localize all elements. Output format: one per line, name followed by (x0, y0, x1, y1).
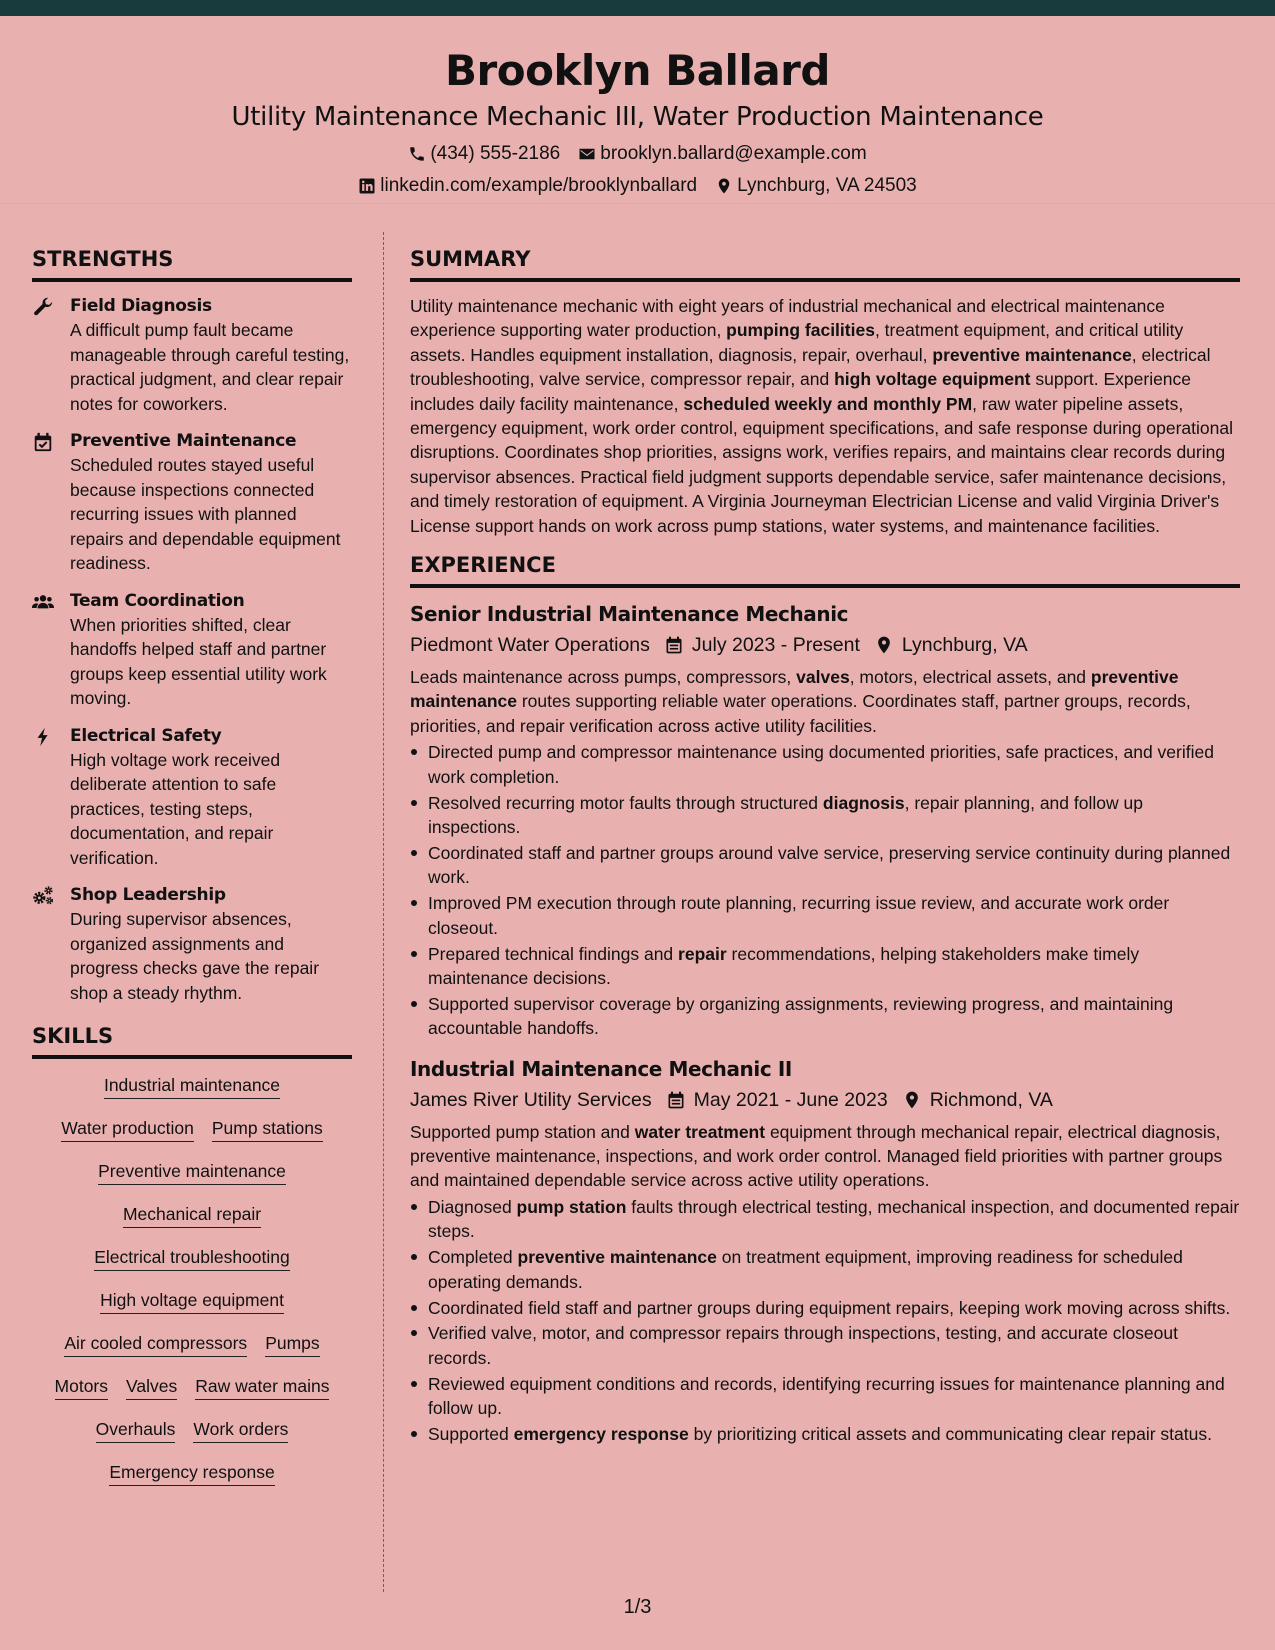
text-run: Utility maintenance mechanic with eight years of industrial mechanical and electrical maintenance experience supporting water production, (410, 296, 1165, 341)
users-icon (32, 591, 54, 613)
text-run: , electrical troubleshooting, valve service, compressor repair, and (410, 344, 1211, 390)
text-run: routes supporting reliable water operations. Coordinates staff, partner groups, records, priorities, and repair verification across active utility facilities. (410, 691, 1191, 736)
job-meta (410, 631, 1240, 659)
strength-item (32, 429, 352, 576)
bold-text: preventive maintenance (932, 344, 1132, 365)
strength-item (32, 294, 352, 416)
company-text: Piedmont Water Operations (410, 634, 650, 657)
strength-title: Field Diagnosis (70, 296, 212, 316)
map-pin-icon (715, 177, 733, 195)
left-column (32, 246, 352, 1486)
job-title: Senior Industrial Maintenance Mechanic (410, 602, 849, 627)
job-bullet (410, 791, 1240, 840)
strength-item (32, 883, 352, 1005)
text-run: by prioritizing critical assets and communicating clear repair status. (688, 1424, 1212, 1445)
linkedin-icon (358, 177, 376, 195)
text-run: Supported pump station and (410, 1121, 635, 1142)
calendar-icon (666, 1090, 686, 1110)
job-bullet (410, 1245, 1240, 1294)
text-run: Reviewed equipment conditions and records, identifying recurring issues for maintenance planning and follow up. (428, 1373, 1225, 1419)
skill-tag: Emergency response (109, 1460, 274, 1486)
bold-text: pumping facilities (726, 320, 875, 341)
text-run: Diagnosed (428, 1196, 517, 1217)
skill-tag: High voltage equipment (100, 1288, 284, 1314)
text-run: Prepared technical findings and (428, 943, 679, 964)
skill-tag: Air cooled compressors (64, 1331, 247, 1357)
job-bullet (410, 992, 1240, 1041)
bold-text: valves (796, 667, 850, 688)
experience-heading: EXPERIENCE (410, 552, 1240, 588)
strength-title: Electrical Safety (70, 725, 222, 746)
job-company (410, 631, 650, 659)
bolt-icon (32, 726, 54, 748)
text-run: Improved PM execution through route planning, recurring issue review, and accurate work order closeout. (428, 893, 1170, 938)
contact-row-2 (0, 174, 1275, 198)
dates-text: May 2021 - June 2023 (693, 1088, 888, 1111)
email-contact[interactable] (578, 142, 866, 166)
calendar-check-icon (32, 431, 54, 453)
text-run: faults through electrical testing, mechanical inspection, and documented repair steps. (428, 1196, 1240, 1242)
strength-desc: High voltage work received deliberate attention to safe practices, testing steps, documentation, and repair verification. (70, 749, 281, 868)
skill-tag: Water production (61, 1116, 194, 1142)
text-run: , treatment equipment, and critical utility assets. Handles equipment installation, diagnosis, repair, overhaul, (410, 320, 1184, 365)
strength-item (32, 724, 352, 871)
skill-tag: Mechanical repair (123, 1202, 261, 1228)
job-location (902, 1086, 1053, 1114)
text-run: , raw water pipeline assets, emergency equipment, work order control, equipment specifications, and safe response during operational disruptions. Coordinates shop priorities, assigns work, verifies repairs, and maintains clear records during supervisor absences. Practical field judgment supports dependable service, safer maintenance decisions, and timely restoration of equipment. A Virginia Journeyman Electrician License and valid Virginia Driver's License support hands on work across pump stations, water systems, and maintenance facilities. (410, 393, 1233, 536)
gears-icon (32, 885, 54, 907)
wrench-icon (32, 296, 54, 318)
location-text: Richmond, VA (929, 1088, 1053, 1111)
bold-text: repair (678, 943, 727, 964)
job-meta (410, 1086, 1240, 1114)
right-column (410, 246, 1240, 1460)
skill-tag: Valves (126, 1374, 177, 1400)
strengths-heading: STRENGTHS (32, 246, 352, 282)
phone-contact[interactable] (408, 142, 560, 166)
job-company (410, 1086, 652, 1114)
calendar-icon (664, 635, 684, 655)
strength-desc: Scheduled routes stayed useful because inspections connected recurring issues with planned repairs and dependable equipment readiness. (70, 455, 341, 573)
text-run: Coordinated field staff and partner groups during equipment repairs, keeping work moving across shifts. (428, 1297, 1231, 1318)
candidate-title: Utility Maintenance Mechanic III, Water Production Maintenance (231, 102, 1044, 132)
phone-icon (408, 145, 426, 163)
envelope-icon (578, 145, 596, 163)
job-bullet (410, 891, 1240, 940)
strength-title: Shop Leadership (70, 885, 226, 905)
bold-text: scheduled weekly and monthly PM (683, 393, 973, 414)
text-run: on treatment equipment, improving readiness for scheduled operating demands. (428, 1247, 1183, 1292)
phone-text: (434) 555-2186 (430, 143, 561, 164)
skills-list (32, 1071, 352, 1486)
job-bullet (410, 841, 1240, 890)
job-bullet (410, 740, 1240, 789)
resume-header (0, 16, 1275, 204)
bold-text: diagnosis (822, 792, 905, 813)
job-dates (664, 631, 860, 659)
job-location (874, 631, 1028, 659)
strength-desc: When priorities shifted, clear handoffs helped staff and partner groups keep essential utility work moving. (70, 614, 327, 708)
bold-text: pump station (516, 1196, 627, 1217)
dates-text: July 2023 - Present (691, 634, 860, 657)
text-run: support. Experience includes daily facility maintenance, (410, 369, 1192, 414)
text-run: Completed (428, 1247, 518, 1268)
skill-tag: Overhauls (96, 1417, 176, 1443)
text-run: Resolved recurring motor faults through structured (428, 792, 823, 813)
job-bullet (410, 1296, 1240, 1320)
top-accent-bar (0, 0, 1275, 16)
job-bullet (410, 942, 1240, 991)
map-pin-icon (874, 635, 894, 655)
summary-heading: SUMMARY (410, 246, 1240, 282)
job-bullet (410, 1195, 1240, 1244)
job-description (410, 665, 1240, 738)
column-divider (383, 232, 384, 1592)
skill-tag: Industrial maintenance (104, 1073, 280, 1099)
skills-heading: SKILLS (32, 1023, 352, 1059)
candidate-name: Brooklyn Ballard (445, 46, 830, 95)
job-bullet (410, 1372, 1240, 1421)
text-run: recommendations, helping stakeholders make timely maintenance decisions. (428, 943, 1140, 988)
job-bullet (410, 1321, 1240, 1370)
job-bullet (410, 1422, 1240, 1446)
job-description (410, 1120, 1240, 1193)
job-bullets (410, 1195, 1240, 1447)
bold-text: preventive maintenance (517, 1247, 717, 1268)
bold-text: preventive maintenance (410, 667, 1179, 712)
text-run: Supported (428, 1424, 514, 1445)
text-run: Coordinated staff and partner groups around valve service, preserving service continuity during planned work. (428, 842, 1231, 888)
text-run: , repair planning, and follow up inspections. (428, 792, 1143, 837)
job-entry (410, 600, 1240, 1041)
skill-tag: Motors (55, 1374, 108, 1400)
skill-tag: Pumps (265, 1331, 319, 1357)
bold-text: water treatment (634, 1121, 766, 1142)
job-dates (666, 1086, 888, 1114)
skill-tag: Electrical troubleshooting (94, 1245, 290, 1271)
skill-tag: Pump stations (212, 1116, 323, 1142)
skill-tag: Raw water mains (195, 1374, 329, 1400)
job-bullets (410, 740, 1240, 1040)
contact-row-1 (0, 142, 1275, 166)
page-number: 1/3 (623, 1596, 652, 1618)
linkedin-contact[interactable] (358, 174, 697, 198)
linkedin-text: linkedin.com/example/brooklynballard (380, 175, 698, 196)
location-text: Lynchburg, VA 24503 (737, 175, 917, 196)
text-run: Leads maintenance across pumps, compressors, (410, 667, 797, 688)
strength-item (32, 589, 352, 711)
company-text: James River Utility Services (410, 1088, 652, 1111)
text-run: Supported supervisor coverage by organizing assignments, reviewing progress, and maintaining accountable handoffs. (428, 993, 1174, 1039)
email-text: brooklyn.ballard@example.com (600, 143, 867, 164)
job-title: Industrial Maintenance Mechanic II (410, 1056, 792, 1081)
location-text: Lynchburg, VA (901, 634, 1028, 657)
text-run: Directed pump and compressor maintenance using documented priorities, safe practices, and verified work completion. (428, 742, 1214, 787)
skill-tag: Preventive maintenance (98, 1159, 286, 1185)
text-run: , motors, electrical assets, and (849, 667, 1091, 688)
job-entry (410, 1055, 1240, 1447)
bold-text: emergency response (513, 1424, 689, 1445)
text-run: equipment through mechanical repair, electrical diagnosis, preventive maintenance, inspections, and work order control. Managed field priorities with partner groups and maintained dependable service across active utility operations. (410, 1121, 1223, 1191)
strength-desc: During supervisor absences, organized assignments and progress checks gave the repair shop a steady rhythm. (70, 909, 320, 1003)
skill-tag: Work orders (193, 1417, 288, 1443)
location-contact (715, 174, 917, 198)
map-pin-icon (902, 1090, 922, 1110)
strength-title: Team Coordination (70, 590, 245, 611)
strength-desc: A difficult pump fault became manageable through careful testing, practical judgment, and clear repair notes for coworkers. (70, 320, 350, 414)
summary-text (410, 294, 1240, 538)
bold-text: high voltage equipment (834, 369, 1031, 390)
text-run: Verified valve, motor, and compressor repairs through inspections, testing, and accurate closeout records. (428, 1323, 1178, 1368)
strength-title: Preventive Maintenance (70, 431, 297, 451)
